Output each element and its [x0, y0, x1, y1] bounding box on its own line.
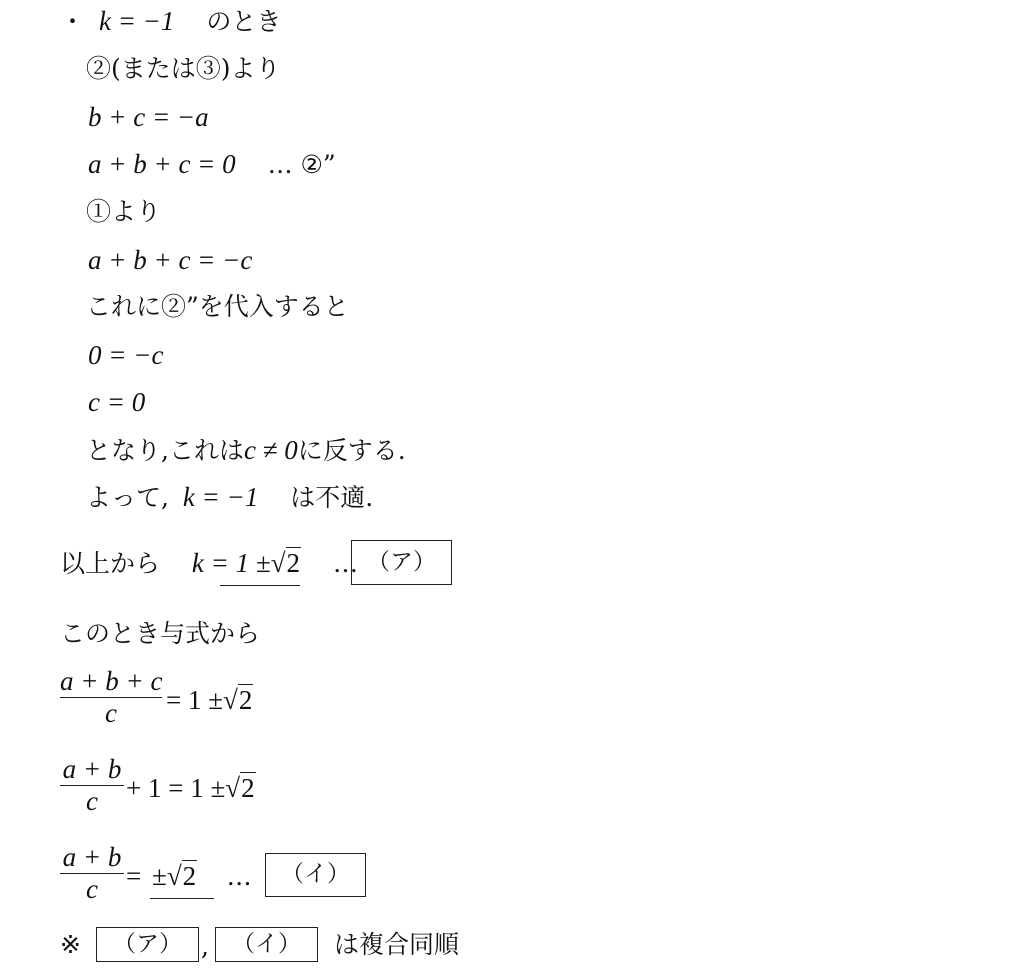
frac3-numerator: a + b	[62, 842, 122, 872]
line-from-eq2: ②(または③)より	[86, 54, 281, 83]
line-contradiction	[86, 433, 406, 468]
note-comma: ,	[201, 932, 209, 961]
case-expr: k = −1	[98, 6, 175, 36]
bullet: ・	[60, 7, 86, 36]
eq-c-zero: c = 0	[88, 387, 146, 417]
unsuitable-post: は不適.	[290, 483, 374, 512]
frac3-eq: =	[126, 861, 142, 891]
frac2-radicand: 2	[241, 773, 255, 803]
result-line	[60, 546, 358, 581]
frac1-radicand: 2	[238, 685, 253, 715]
line-from-eq1: ①より	[86, 197, 162, 226]
note-text: は複合同順	[334, 930, 460, 959]
line-unsuitable	[86, 480, 373, 515]
fraction-ab-over-c-2	[60, 842, 124, 905]
sqrt-symbol: √2	[225, 773, 255, 803]
eq-abc-zero-tag: … ②”	[267, 150, 336, 179]
result-dots: …	[332, 549, 358, 578]
fraction-ab-over-c-1	[60, 754, 124, 817]
frac2-denominator: c	[86, 786, 98, 816]
contradiction-pre: となり,これは	[86, 436, 244, 465]
frac3-underline	[150, 898, 214, 899]
eq-b-plus-c: b + c = −a	[88, 102, 209, 132]
eq-abc-zero	[88, 147, 336, 182]
result-pre: 以上から	[60, 549, 161, 578]
frac3-pm: ±	[151, 861, 167, 891]
result-radicand: 2	[286, 548, 301, 578]
contradiction-post: に反する.	[297, 436, 406, 465]
eq-abc-minus-c: a + b + c = −c	[88, 245, 253, 275]
sqrt-symbol: √2	[270, 548, 301, 578]
answer-box-i: （イ）	[265, 853, 366, 897]
case-heading	[60, 4, 281, 39]
note-box-i: （イ）	[215, 927, 318, 962]
frac2-rhs	[126, 771, 256, 805]
frac2-numerator: a + b	[62, 754, 122, 784]
line-substitute: これに②”を代入すると	[86, 292, 349, 321]
unsuitable-pre: よって,	[86, 483, 169, 512]
frac3-denominator: c	[86, 874, 98, 904]
eq-zero-minus-c: 0 = −c	[88, 340, 164, 370]
case-suffix: のとき	[206, 7, 282, 36]
line-from-given: このとき与式から	[60, 619, 261, 648]
frac1-rhs	[166, 683, 253, 717]
contradiction-expr: c ≠ 0	[243, 435, 298, 465]
note-mark: ※	[60, 930, 81, 959]
sqrt-symbol: √2	[223, 685, 253, 715]
frac1-numerator: a + b + c	[60, 666, 163, 696]
frac1-rhs-text: = 1 ±	[166, 685, 224, 715]
frac1-denominator: c	[105, 698, 117, 728]
fraction-abc-over-c	[60, 666, 162, 729]
frac2-rhs-text: + 1 = 1 ±	[126, 773, 226, 803]
note-box-a: （ア）	[96, 927, 199, 962]
frac3-radicand: 2	[182, 861, 197, 891]
frac3-dots: …	[226, 862, 252, 891]
frac3-rhs	[126, 859, 252, 894]
eq-abc-zero-expr: a + b + c = 0	[88, 149, 236, 179]
answer-box-a: （ア）	[351, 540, 452, 585]
sqrt-symbol: √2	[166, 861, 197, 891]
result-expr	[192, 548, 301, 578]
result-underline	[220, 585, 300, 586]
result-expr-text: k = 1 ±	[191, 548, 271, 578]
unsuitable-expr: k = −1	[182, 482, 259, 512]
